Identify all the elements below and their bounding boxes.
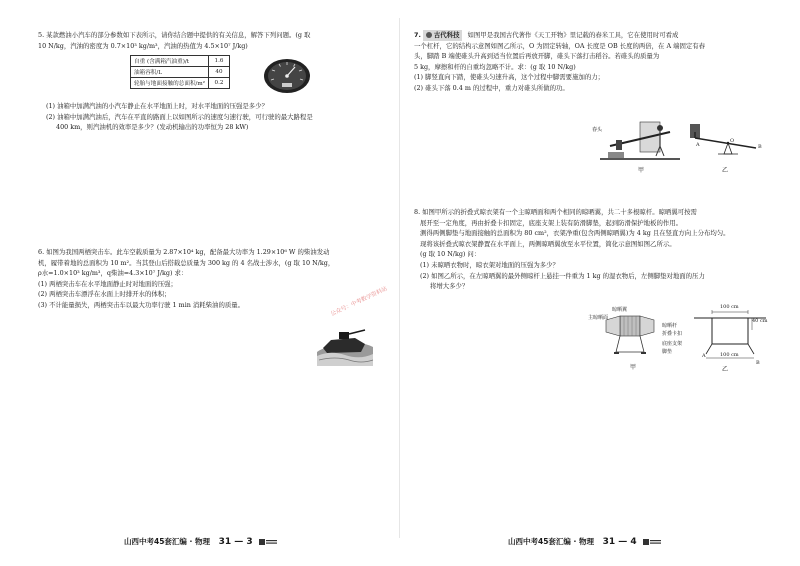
q8-line1: 8. 如图甲所示的折叠式晾衣架有一个主晾晒面和两个相同的晾晒翼，共二十多根晾杆。晾晒翼可按需 — [414, 208, 697, 216]
caption-yi-8: 乙 — [722, 366, 729, 373]
badge-icon — [426, 32, 432, 38]
q7-figure-yi — [684, 120, 764, 160]
q6-sub2: (2) 两栖突击车漂浮在水面上时排开水的体积； — [38, 290, 171, 299]
amphibious-vehicle-image — [315, 322, 375, 366]
footer-title: 山西中考45套汇编 · 物理 — [124, 537, 211, 546]
label-rack: 晾晒杆 — [662, 323, 678, 329]
table-row — [131, 67, 230, 78]
question-6 — [38, 247, 378, 311]
label-pad: 脚垫 — [662, 349, 673, 355]
publisher-logo-icon — [643, 538, 661, 546]
q7-line4: 5 kg，摩擦和杆的自重均忽略不计。求：(g 取 10 N/kg) — [414, 62, 576, 71]
right-page — [400, 0, 800, 566]
label-base: 底座支架 — [662, 341, 683, 347]
q8-sub1: (1) 未晾晒衣物时，晾衣架对地面的压强为多少？ — [420, 260, 559, 269]
question-7 — [414, 30, 774, 94]
q5-subquestions — [46, 101, 376, 133]
table-cell: 0.2 — [208, 78, 229, 89]
q7-line3: 头，脚踏 B 端使碓头升高到适当位置后再放开脚，碓头下落打击稻谷。若碓头的质量为 — [414, 52, 660, 61]
footer-title: 山西中考45套汇编 · 物理 — [508, 537, 595, 546]
label-clip: 折叠卡扣 — [662, 331, 683, 337]
publisher-logo-icon — [259, 538, 277, 546]
left-footer — [124, 536, 277, 547]
q8-line5: (g 取 10 N/kg) 问： — [420, 250, 481, 259]
label-wing: 晾晒翼 — [612, 307, 628, 313]
q7-line1: 如图甲是我国古代著作《天工开物》里记载的舂米工具，它在使用时可看成 — [467, 31, 679, 39]
page-number: 31 — 4 — [602, 537, 637, 547]
q5-sub1: (1) 油箱中加满汽油的小汽车静止在水平地面上时，对水平地面的压强是多少？ — [46, 102, 268, 110]
watermark-text: 公众号：中考数学资料站 — [330, 286, 389, 318]
dimension-top: 100 cm — [720, 304, 739, 310]
badge-label: 古代科技 — [433, 31, 460, 39]
q8-line4: 现将该折叠式晾衣架静置在水平面上，两侧晾晒翼放至水平位置，简化示意图如图乙所示。 — [420, 239, 676, 248]
q5-sub2b: 400 km，则汽油机的效率是多少？(发动机输出的功率恒为 28 kW) — [56, 123, 249, 132]
table-row — [131, 56, 230, 67]
q5-sub2a: (2) 油箱中加满汽油后，汽车在平直的路面上以如图所示的速度匀速行驶，可行驶的最大路程是 — [46, 112, 313, 121]
label-A: A — [696, 142, 700, 148]
table-cell: 40 — [208, 67, 229, 78]
speedometer-image — [262, 54, 312, 94]
table-row — [131, 78, 230, 89]
table-cell: 油箱容积/L — [131, 67, 209, 78]
label-8A: A — [702, 353, 706, 359]
table-cell: 1.6 — [208, 56, 229, 67]
page-number: 31 — 3 — [218, 537, 253, 547]
q5-spec-table — [130, 55, 230, 89]
right-footer — [508, 536, 661, 547]
label-8B: B — [756, 360, 760, 366]
q8-line3: 测得两侧脚垫与地面接触的总面积为 80 cm²，衣架净重(包含两侧晾晒翼)为 4 kg 且在竖直方向上分布均匀。 — [420, 229, 730, 238]
q6-line3: ρ水=1.0×10³ kg/m³，q柴油=4.3×10⁷ J/kg) 求： — [38, 269, 188, 278]
q8-figure-jia — [604, 312, 660, 358]
label-B: B — [758, 144, 762, 150]
q7-line2: 一个杠杆，它的结构示意图如图乙所示，O 为固定转轴，OA 长度是 OB 长度的两倍，在 A 端固定有舂 — [414, 41, 706, 50]
q7-figure-jia — [600, 118, 680, 164]
caption-yi: 乙 — [722, 167, 729, 174]
dimension-bottom: 100 cm — [720, 352, 739, 358]
question-8 — [414, 207, 776, 292]
q8-sub2a: (2) 如图乙所示，在左晾晒翼的最外侧晾杆上悬挂一件重为 1 kg 的湿衣物后，左侧脚垫对地面的压力 — [420, 271, 705, 280]
caption-jia-8: 甲 — [630, 364, 637, 371]
category-badge — [423, 30, 463, 41]
label-zhu: 主晾晒面 — [588, 315, 609, 321]
q8-sub2b: 将增大多少？ — [430, 282, 469, 291]
label-chongtou: 舂头 — [592, 127, 603, 133]
q6-line2: 机，履带着地的总面积为 10 m²。当其登山后搭载总质量为 300 kg 的 4 名战士涉水，(g 取 10 N/kg， — [38, 258, 335, 267]
q7-number: 7. — [414, 31, 421, 39]
q7-sub2: (2) 碓头下落 0.4 m 的过程中，重力对碓头所做的功。 — [414, 83, 569, 92]
caption-jia: 甲 — [638, 167, 645, 174]
table-cell: 轮胎与地面接触的总面积/m² — [131, 78, 209, 89]
question-5 — [38, 30, 378, 51]
q6-sub3: (3) 不计能量损失，两栖突击车以最大功率行驶 1 min 消耗柴油的质量。 — [38, 300, 245, 309]
q6-sub1: (1) 两栖突击车在水平地面静止时对地面的压强； — [38, 279, 177, 288]
q5-line2: 10 N/kg，汽油的密度为 0.7×10³ kg/m³，汽油的热值为 4.5×10⁷ J/kg) — [38, 41, 248, 50]
q6-line1: 6. 如图为我国两栖突击车。此车空载质量为 2.87×10⁴ kg，配备最大功率为 1.29×10⁶ W 的柴油发动 — [38, 248, 330, 256]
q8-line2: 展开至一定角度，再由折叠卡扣固定，底座支架上装有防滑脚垫，起到防滑保护地板的作用。 — [420, 218, 683, 227]
dimension-side: 40 cm — [752, 318, 768, 324]
q5-line1: 5. 某款燃油小汽车的部分参数如下表所示，请你结合题中提供的有关信息，解答下列问题。(g 取 — [38, 31, 311, 39]
q7-sub1: (1) 脚竖直向下踏，使碓头匀速升高，这个过程中脚需要施加的力； — [414, 73, 605, 82]
table-cell: 自重 (含满箱汽油重)/t — [131, 56, 209, 67]
label-O: O — [730, 138, 735, 144]
